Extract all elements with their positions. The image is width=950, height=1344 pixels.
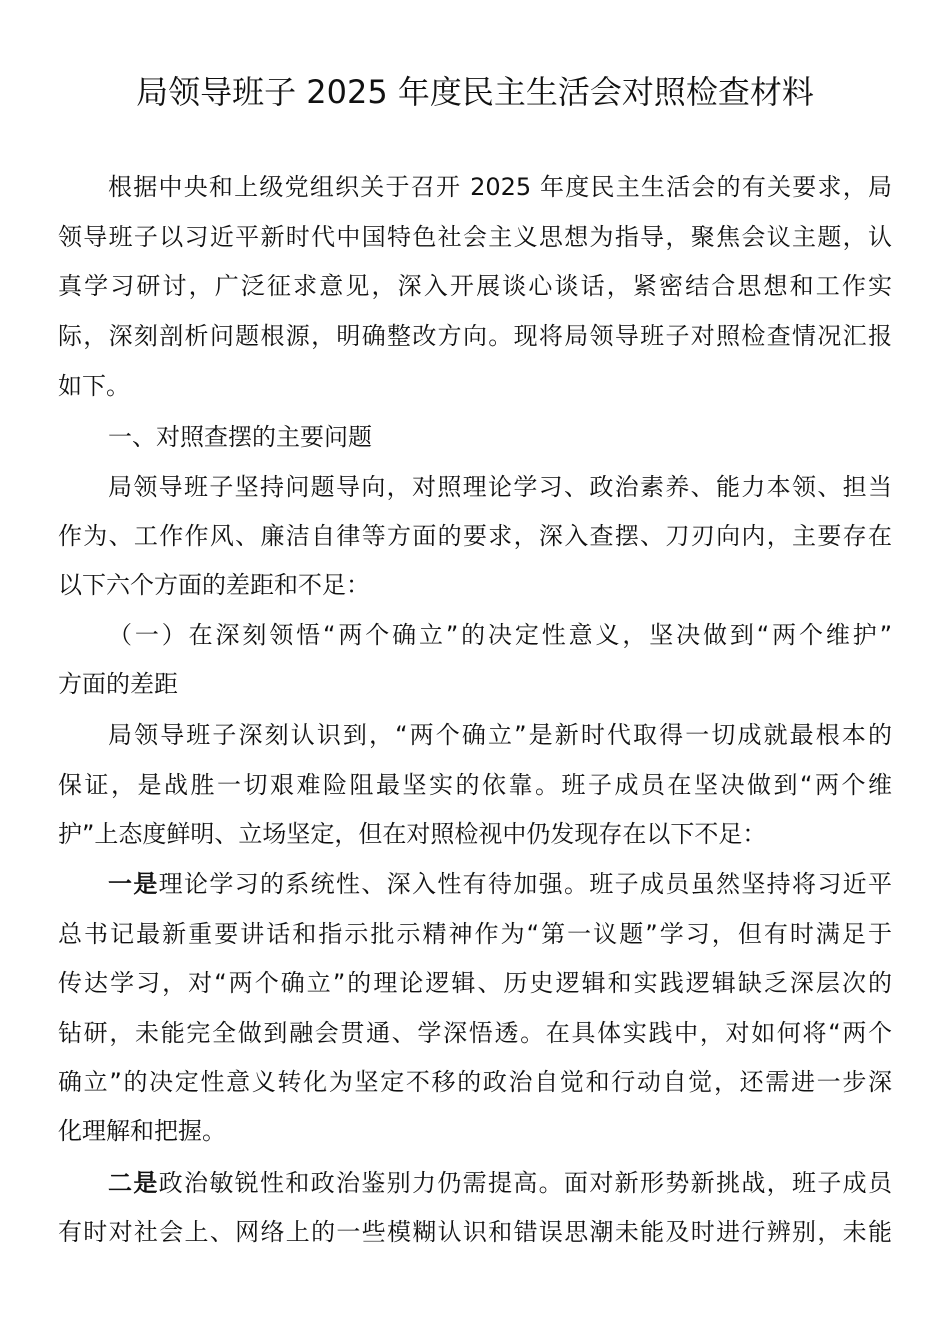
paragraph-line: 真学习研讨，广泛征求意见，深入开展谈心谈话，紧密结合思想和工作实 [58, 272, 892, 300]
point-line [108, 864, 892, 904]
paragraph-line: 有时对社会上、网络上的一些模糊认识和错误思潮未能及时进行辨别，未能 [58, 1218, 892, 1246]
paragraph-line: 际，深刻剖析问题根源，明确整改方向。现将局领导班子对照检查情况汇报 [58, 322, 892, 350]
paragraph-line: 确立”的决定性意义转化为坚定不移的政治自觉和行动自觉，还需进一步深 [58, 1068, 892, 1096]
paragraph-line: 护”上态度鲜明、立场坚定，但在对照检视中仍发现存在以下不足： [58, 820, 767, 848]
paragraph-line: 传达学习，对“两个确立”的理论逻辑、历史逻辑和实践逻辑缺乏深层次的 [58, 969, 892, 997]
paragraph-line: 化理解和把握。 [58, 1117, 226, 1145]
paragraph-line: 局领导班子深刻认识到，“两个确立”是新时代取得一切成就最根本的 [108, 721, 892, 749]
paragraph-line: 以下六个方面的差距和不足： [58, 571, 370, 599]
point-text: 政治敏锐性和政治鉴别力仍需提高。面对新形势新挑战，班子成员 [158, 1169, 893, 1197]
paragraph-line: 领导班子以习近平新时代中国特色社会主义思想为指导，聚焦会议主题，认 [58, 223, 892, 251]
document-title: 局领导班子 2025 年度民主生活会对照检查材料 [136, 73, 814, 111]
subsection-heading: （一）在深刻领悟“两个确立”的决定性意义，坚决做到“两个维护” [108, 621, 892, 649]
section-heading: 一、对照查摆的主要问题 [108, 423, 372, 451]
paragraph-line: 作为、工作作风、廉洁自律等方面的要求，深入查摆、刀刃向内，主要存在 [58, 522, 892, 550]
point-text: 理论学习的系统性、深入性有待加强。班子成员虽然坚持将习近平 [158, 870, 893, 898]
paragraph-line: 钻研，未能完全做到融会贯通、学深悟透。在具体实践中，对如何将“两个 [58, 1019, 892, 1047]
paragraph-line: 如下。 [58, 372, 130, 400]
paragraph-line: 保证，是战胜一切艰难险阻最坚实的依靠。班子成员在坚决做到“两个维 [58, 771, 892, 799]
point-lead: 一是 [108, 870, 159, 898]
paragraph-line: 总书记最新重要讲话和指示批示精神作为“第一议题”学习，但有时满足于 [58, 920, 892, 948]
point-lead: 二是 [108, 1169, 159, 1197]
subsection-heading: 方面的差距 [58, 670, 178, 698]
point-line [108, 1163, 892, 1203]
paragraph-line: 局领导班子坚持问题导向，对照理论学习、政治素养、能力本领、担当 [108, 473, 892, 501]
paragraph-line: 根据中央和上级党组织关于召开 2025 年度民主生活会的有关要求，局 [108, 173, 892, 201]
